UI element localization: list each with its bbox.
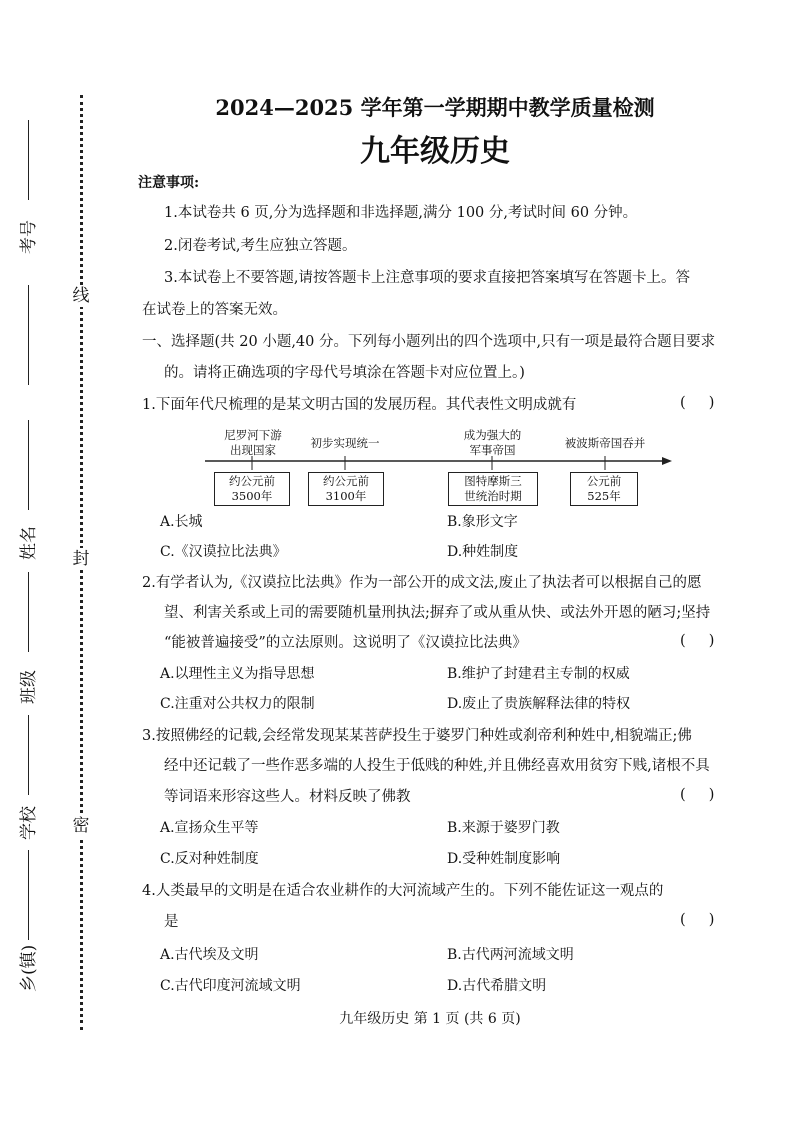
- question-3-line: 等词语来形容这些人。材料反映了佛教: [164, 789, 411, 805]
- question-1-option-a: A.长城: [160, 514, 203, 530]
- timeline-event-4-label: 被波斯帝国吞并: [564, 436, 646, 450]
- question-2-option-a: A.以理性主义为指导思想: [160, 666, 315, 682]
- answer-bracket: ( ): [680, 787, 715, 803]
- question-3-option-c: C.反对种姓制度: [160, 851, 259, 867]
- section-instruction: 的。请将正确选项的字母代号填涂在答题卡对应位置上。): [164, 365, 525, 381]
- question-3-option-d: D.受种姓制度影响: [447, 851, 561, 867]
- field-rule: [28, 572, 29, 652]
- notes-heading: 注意事项:: [138, 175, 200, 191]
- seal-char-line: 线: [70, 285, 92, 307]
- question-1-option-d: D.种姓制度: [447, 544, 519, 560]
- timeline-event-1-date: 约公元前 3500年: [214, 472, 290, 506]
- note-item: 在试卷上的答案无效。: [142, 302, 287, 318]
- timeline-event-2-date: 约公元前 3100年: [308, 472, 384, 506]
- exam-title: 2024—2025 学年第一学期期中教学质量检测: [215, 95, 655, 120]
- timeline-event-3-label: 成为强大的 军事帝国: [463, 428, 522, 457]
- question-4-option-c: C.古代印度河流域文明: [160, 978, 301, 994]
- question-2-option-d: D.废止了贵族解释法律的特权: [447, 696, 631, 712]
- timeline-event-3-date: 图特摩斯三 世统治时期: [448, 472, 538, 506]
- timeline: [200, 426, 680, 506]
- question-1-stem: 1.下面年代尺梳理的是某文明古国的发展历程。其代表性文明成就有: [142, 397, 577, 413]
- question-1-option-b: B.象形文字: [447, 514, 518, 530]
- field-rule: [28, 850, 29, 940]
- question-2-line: 2.有学者认为,《汉谟拉比法典》作为一部公开的成文法,废止了执法者可以根据自己的愿: [142, 575, 702, 591]
- question-3-line: 经中还记载了一些作恶多端的人投生于低贱的种姓,并且佛经喜欢用贫穷下贱,诸根不具: [164, 758, 710, 774]
- field-rule: [28, 120, 29, 200]
- question-1-option-c: C.《汉谟拉比法典》: [160, 544, 287, 560]
- question-4-line: 是: [164, 914, 179, 930]
- note-item: 2.闭卷考试,考生应独立答题。: [164, 238, 357, 254]
- field-rule: [28, 285, 29, 385]
- answer-bracket: ( ): [680, 395, 715, 411]
- question-2-option-c: C.注重对公共权力的限制: [160, 696, 315, 712]
- subject-title: 九年级历史: [360, 134, 510, 169]
- seal-char-seal: 封: [70, 548, 92, 570]
- timeline-event-2-label: 初步实现统一: [310, 436, 380, 450]
- page-footer: 九年级历史 第 1 页 (共 6 页): [339, 1011, 521, 1027]
- question-4-option-b: B.古代两河流域文明: [447, 947, 574, 963]
- question-4-option-d: D.古代希腊文明: [447, 978, 547, 994]
- answer-bracket: ( ): [680, 912, 715, 928]
- question-2-option-b: B.维护了封建君主专制的权威: [447, 666, 630, 682]
- field-class: 班级: [19, 670, 39, 704]
- question-2-line: 望、利害关系或上司的需要随机量刑执法;摒弃了或从重从快、或法外开恩的陋习;坚持: [164, 605, 711, 621]
- section-heading: 一、选择题(共 20 小题,40 分。下列每小题列出的四个选项中,只有一项是最符合题目要求: [142, 334, 716, 350]
- field-name: 姓名: [19, 526, 39, 560]
- seal-char-secret: 密: [70, 815, 92, 837]
- field-exam-number: 考号: [19, 220, 39, 254]
- question-3-option-b: B.来源于婆罗门教: [447, 820, 560, 836]
- timeline-event-4-date: 公元前 525年: [570, 472, 638, 506]
- question-4-option-a: A.古代埃及文明: [160, 947, 259, 963]
- question-3-line: 3.按照佛经的记载,会经常发现某某菩萨投生于婆罗门种姓或刹帝利种姓中,相貌端正;佛: [142, 728, 692, 744]
- answer-bracket: ( ): [680, 633, 715, 649]
- field-rule: [28, 715, 29, 795]
- field-township: 乡(镇): [19, 944, 39, 992]
- field-rule: [28, 420, 29, 510]
- note-item: 1.本试卷共 6 页,分为选择题和非选择题,满分 100 分,考试时间 60 分钟。: [164, 205, 638, 221]
- note-item: 3.本试卷上不要答题,请按答题卡上注意事项的要求直接把答案填写在答题卡上。答: [164, 270, 690, 286]
- question-3-option-a: A.宣扬众生平等: [160, 820, 259, 836]
- field-school: 学校: [19, 806, 39, 840]
- question-2-line: “能被普遍接受”的立法原则。这说明了《汉谟拉比法典》: [164, 635, 527, 651]
- question-4-line: 4.人类最早的文明是在适合农业耕作的大河流域产生的。下列不能佐证这一观点的: [142, 883, 664, 899]
- timeline-event-1-label: 尼罗河下游 出现国家: [224, 428, 282, 457]
